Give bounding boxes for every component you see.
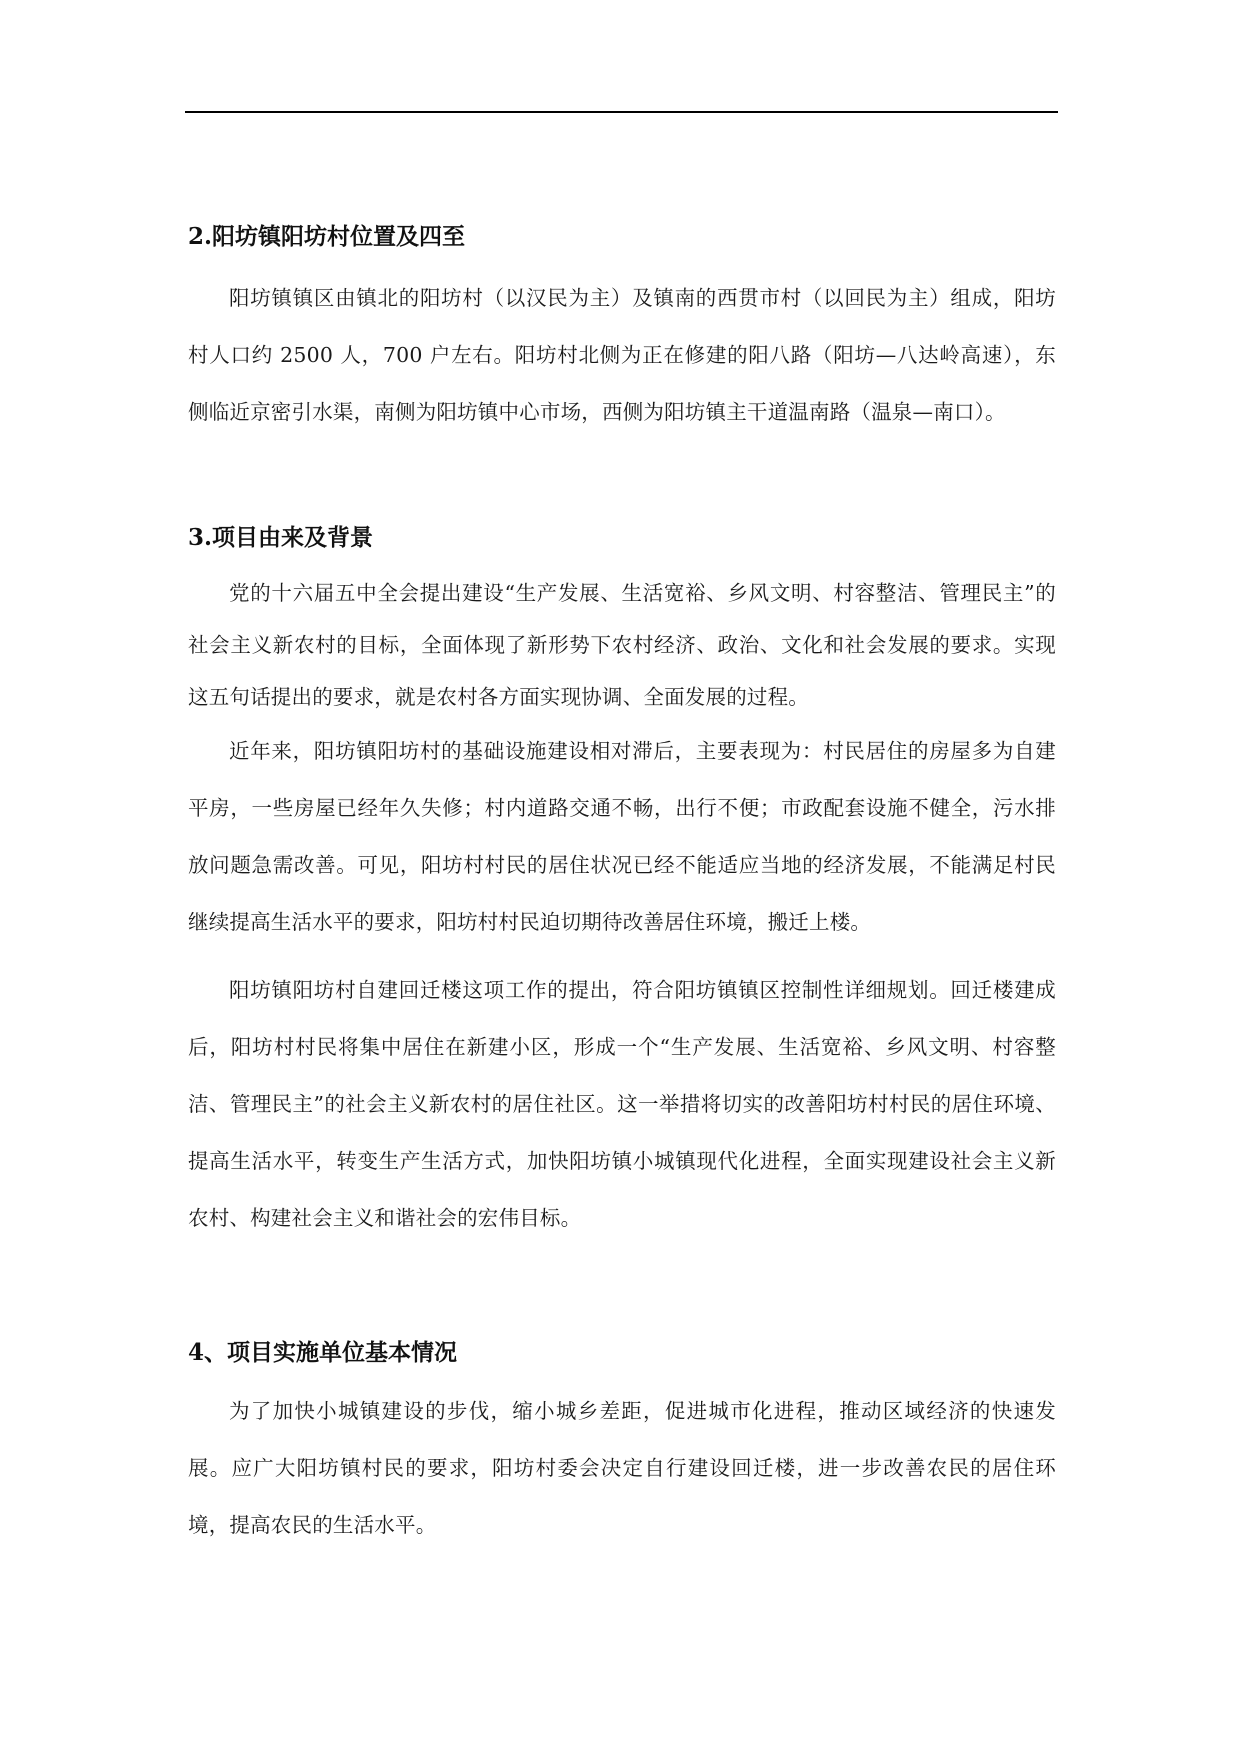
paragraph-background-3: 阳坊镇阳坊村自建回迁楼这项工作的提出，符合阳坊镇镇区控制性详细规划。回迁楼建成后，阳坊村村民将集中居住在新建小区，形成一个“生产发展、生活宽裕、乡风文明、村容整洁、管理民主”的社会主义新农村的居住社区。这一举措将切实的改善阳坊村村民的居住环境、提高生活水平，转变生产生活方式，加快阳坊镇小城镇现代化进程，全面实现建设社会主义新农村、构建社会主义和谐社会的宏伟目标。 <box>188 978 1056 1230</box>
paragraph-location: 阳坊镇镇区由镇北的阳坊村（以汉民为主）及镇南的西贯市村（以回民为主）组成，阳坊村人口约 2500 人，700 户左右。阳坊村北侧为正在修建的阳八路（阳坊—八达岭高速），东侧临近京密引水渠，南侧为阳坊镇中心市场，西侧为阳坊镇主干道温南路（温泉—南口）。 <box>188 286 1056 424</box>
paragraph-background-1: 党的十六届五中全会提出建设“生产发展、生活宽裕、乡风文明、村容整洁、管理民主”的社会主义新农村的目标，全面体现了新形势下农村经济、政治、文化和社会发展的要求。实现这五句话提出的要求，就是农村各方面实现协调、全面发展的过程。 <box>188 581 1056 709</box>
paragraph-background-2: 近年来，阳坊镇阳坊村的基础设施建设相对滞后，主要表现为：村民居住的房屋多为自建平房，一些房屋已经年久失修；村内道路交通不畅，出行不便；市政配套设施不健全，污水排放问题急需改善。可见，阳坊村村民的居住状况已经不能适应当地的经济发展，不能满足村民继续提高生活水平的要求，阳坊村村民迫切期待改善居住环境，搬迁上楼。 <box>188 739 1056 934</box>
section-title-implementer: 4、项目实施单位基本情况 <box>188 1339 458 1366</box>
section-title-location: 2.阳坊镇阳坊村位置及四至 <box>188 223 466 250</box>
paragraph-implementer: 为了加快小城镇建设的步伐，缩小城乡差距，促进城市化进程，推动区域经济的快速发展。应广大阳坊镇村民的要求，阳坊村委会决定自行建设回迁楼，进一步改善农民的居住环境，提高农民的生活水平。 <box>188 1399 1056 1537</box>
header-rule <box>185 111 1058 113</box>
section-title-background: 3.项目由来及背景 <box>188 524 374 551</box>
